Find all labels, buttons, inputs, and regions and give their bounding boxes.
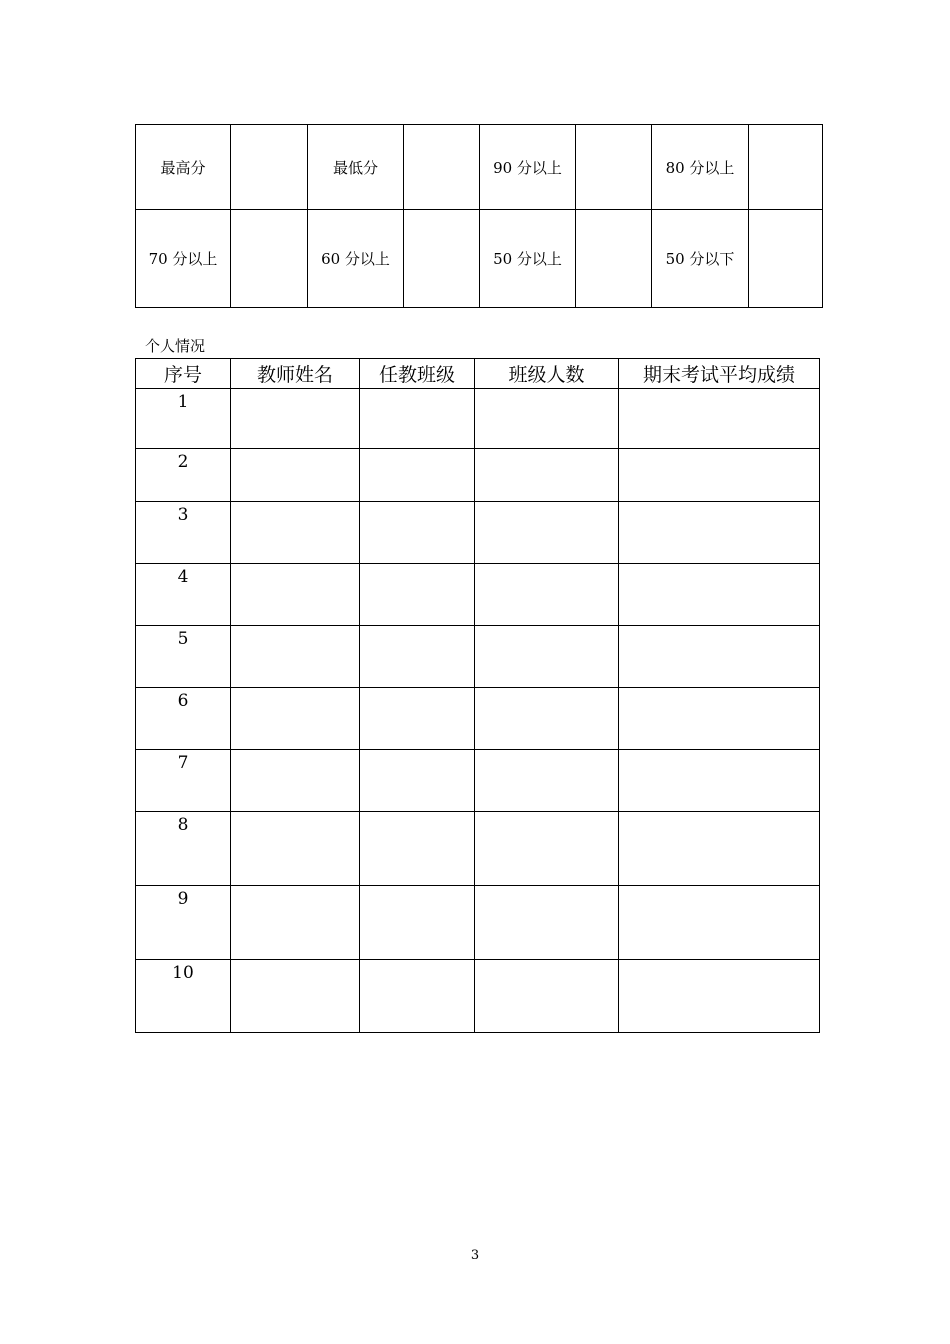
class-size-cell[interactable]	[475, 960, 619, 1033]
teacher-name-cell[interactable]	[231, 812, 360, 886]
average-score-cell[interactable]	[619, 886, 820, 960]
above-50-label: 50 分以上	[480, 210, 576, 308]
row-index: 9	[136, 886, 231, 960]
average-score-cell[interactable]	[619, 564, 820, 626]
average-score-cell[interactable]	[619, 812, 820, 886]
class-size-cell[interactable]	[475, 626, 619, 688]
lowest-score-value[interactable]	[404, 125, 480, 210]
class-size-cell[interactable]	[475, 502, 619, 564]
class-cell[interactable]	[360, 449, 475, 502]
above-70-value[interactable]	[231, 210, 308, 308]
header-class-size: 班级人数	[475, 359, 619, 389]
teacher-name-cell[interactable]	[231, 389, 360, 449]
teacher-name-cell[interactable]	[231, 502, 360, 564]
table-row	[136, 626, 820, 688]
teacher-name-cell[interactable]	[231, 688, 360, 750]
average-score-cell[interactable]	[619, 389, 820, 449]
class-size-cell[interactable]	[475, 564, 619, 626]
row-index: 2	[136, 449, 231, 502]
above-80-value[interactable]	[749, 125, 823, 210]
table-row	[136, 389, 820, 449]
page-number: 3	[470, 1248, 480, 1263]
table-row	[136, 960, 820, 1033]
table-row	[136, 449, 820, 502]
class-size-cell[interactable]	[475, 886, 619, 960]
row-index: 1	[136, 389, 231, 449]
distribution-row	[136, 210, 823, 308]
table-row	[136, 886, 820, 960]
row-index: 10	[136, 960, 231, 1033]
teacher-name-cell[interactable]	[231, 564, 360, 626]
average-score-cell[interactable]	[619, 449, 820, 502]
teacher-name-cell[interactable]	[231, 886, 360, 960]
class-cell[interactable]	[360, 626, 475, 688]
average-score-cell[interactable]	[619, 502, 820, 564]
class-cell[interactable]	[360, 960, 475, 1033]
personal-table	[135, 358, 820, 1033]
class-size-cell[interactable]	[475, 449, 619, 502]
teacher-name-cell[interactable]	[231, 449, 360, 502]
class-cell[interactable]	[360, 886, 475, 960]
class-size-cell[interactable]	[475, 750, 619, 812]
table-row	[136, 812, 820, 886]
above-60-value[interactable]	[404, 210, 480, 308]
header-class: 任教班级	[360, 359, 475, 389]
lowest-score-label: 最低分	[308, 125, 404, 210]
class-cell[interactable]	[360, 688, 475, 750]
header-teacher-name: 教师姓名	[231, 359, 360, 389]
below-50-value[interactable]	[749, 210, 823, 308]
above-50-value[interactable]	[576, 210, 652, 308]
class-cell[interactable]	[360, 389, 475, 449]
row-index: 7	[136, 750, 231, 812]
class-cell[interactable]	[360, 502, 475, 564]
class-size-cell[interactable]	[475, 389, 619, 449]
section-label: 个人情况	[145, 337, 206, 355]
header-average-score: 期末考试平均成绩	[619, 359, 820, 389]
row-index: 8	[136, 812, 231, 886]
above-70-label: 70 分以上	[136, 210, 231, 308]
teacher-name-cell[interactable]	[231, 750, 360, 812]
teacher-name-cell[interactable]	[231, 626, 360, 688]
row-index: 3	[136, 502, 231, 564]
row-index: 5	[136, 626, 231, 688]
table-row	[136, 688, 820, 750]
row-index: 6	[136, 688, 231, 750]
table-row	[136, 502, 820, 564]
table-header-row	[136, 359, 820, 389]
class-size-cell[interactable]	[475, 688, 619, 750]
average-score-cell[interactable]	[619, 960, 820, 1033]
distribution-row	[136, 125, 823, 210]
highest-score-label: 最高分	[136, 125, 231, 210]
average-score-cell[interactable]	[619, 626, 820, 688]
score-distribution-table	[135, 124, 823, 308]
table-row	[136, 564, 820, 626]
above-80-label: 80 分以上	[652, 125, 749, 210]
above-90-value[interactable]	[576, 125, 652, 210]
average-score-cell[interactable]	[619, 750, 820, 812]
below-50-label: 50 分以下	[652, 210, 749, 308]
table-row	[136, 750, 820, 812]
average-score-cell[interactable]	[619, 688, 820, 750]
teacher-name-cell[interactable]	[231, 960, 360, 1033]
class-cell[interactable]	[360, 564, 475, 626]
class-cell[interactable]	[360, 750, 475, 812]
above-90-label: 90 分以上	[480, 125, 576, 210]
highest-score-value[interactable]	[231, 125, 308, 210]
class-size-cell[interactable]	[475, 812, 619, 886]
header-index: 序号	[136, 359, 231, 389]
row-index: 4	[136, 564, 231, 626]
above-60-label: 60 分以上	[308, 210, 404, 308]
class-cell[interactable]	[360, 812, 475, 886]
